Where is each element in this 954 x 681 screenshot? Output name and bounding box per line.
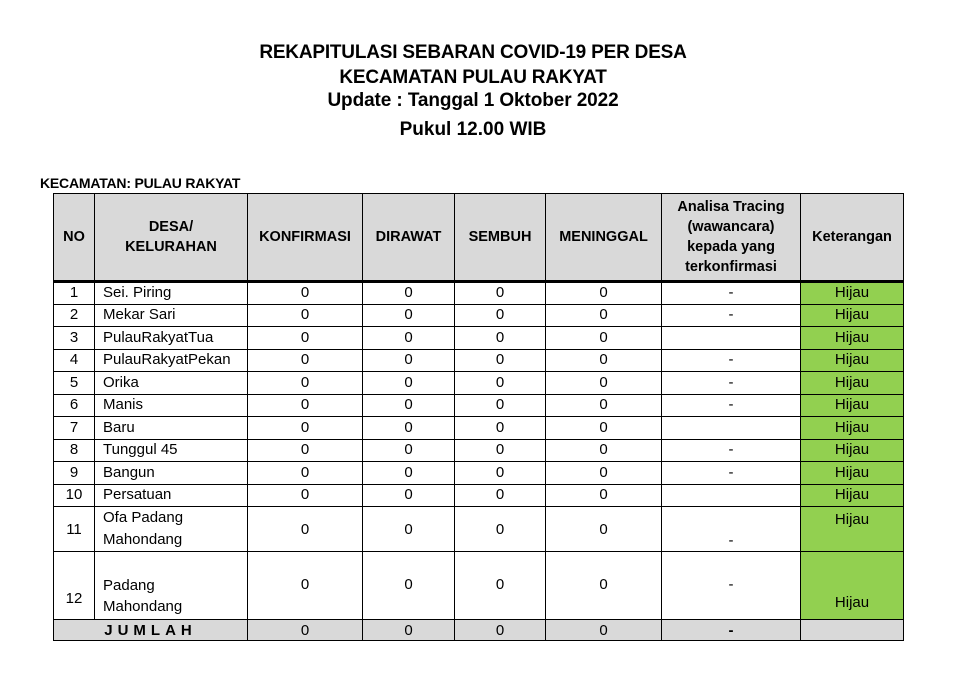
table-row [54, 349, 904, 372]
cell-desa-line1: Ofa Padang [103, 509, 184, 526]
cell-meninggal: 0 [546, 394, 662, 417]
document-title-block [0, 40, 946, 141]
document-subtitle: KECAMATAN PULAU RAKYAT [339, 67, 607, 88]
total-konfirmasi: 0 [248, 620, 363, 641]
cell-no: 9 [54, 462, 95, 485]
cell-meninggal: 0 [546, 552, 662, 620]
cell-meninggal: 0 [546, 304, 662, 327]
table-row [54, 462, 904, 485]
cell-dirawat: 0 [363, 439, 455, 462]
cell-desa: PulauRakyatTua [95, 327, 248, 350]
cell-dirawat: 0 [363, 327, 455, 350]
cell-analisa: - [662, 462, 801, 485]
cell-desa-line1: Padang [103, 577, 155, 594]
cell-meninggal: 0 [546, 439, 662, 462]
cell-sembuh: 0 [455, 372, 546, 395]
cell-no: 3 [54, 327, 95, 350]
cell-analisa [662, 327, 801, 350]
cell-no: 7 [54, 417, 95, 440]
table-row [54, 282, 904, 305]
cell-desa: Persatuan [95, 484, 248, 507]
cell-sembuh: 0 [455, 552, 546, 620]
table-row [54, 327, 904, 350]
cell-meninggal: 0 [546, 507, 662, 552]
cell-keterangan-status: Hijau [801, 484, 904, 507]
cell-desa: Baru [95, 417, 248, 440]
cell-dirawat: 0 [363, 462, 455, 485]
cell-desa [95, 552, 248, 620]
cell-konfirmasi: 0 [248, 462, 363, 485]
cell-sembuh: 0 [455, 349, 546, 372]
cell-keterangan-status: Hijau [801, 282, 904, 305]
header-desa-line2: KELURAHAN [125, 239, 217, 255]
cell-keterangan-status: Hijau [801, 439, 904, 462]
cell-keterangan-status: Hijau [801, 462, 904, 485]
total-sembuh: 0 [455, 620, 546, 641]
total-analisa: - [662, 620, 801, 641]
cell-dirawat: 0 [363, 507, 455, 552]
header-analisa-line4: terkonfirmasi [685, 259, 777, 275]
cell-dirawat: 0 [363, 417, 455, 440]
cell-sembuh: 0 [455, 484, 546, 507]
cell-analisa: - [662, 439, 801, 462]
header-dirawat: DIRAWAT [363, 194, 455, 282]
cell-sembuh: 0 [455, 507, 546, 552]
cell-konfirmasi: 0 [248, 372, 363, 395]
table-row [54, 507, 904, 552]
table-total-row [54, 620, 904, 641]
header-konfirmasi: KONFIRMASI [248, 194, 363, 282]
cell-meninggal: 0 [546, 372, 662, 395]
update-time: Pukul 12.00 WIB [399, 119, 547, 140]
cell-dirawat: 0 [363, 552, 455, 620]
header-analisa-line1: Analisa Tracing [677, 199, 785, 215]
cell-konfirmasi: 0 [248, 417, 363, 440]
cell-analisa [662, 417, 801, 440]
header-sembuh: SEMBUH [455, 194, 546, 282]
header-desa-line1: DESA/ [148, 219, 194, 235]
cell-konfirmasi: 0 [248, 507, 363, 552]
header-keterangan: Keterangan [801, 194, 904, 282]
cell-meninggal: 0 [546, 349, 662, 372]
total-dirawat: 0 [363, 620, 455, 641]
cell-analisa: - [662, 552, 801, 620]
cell-desa: Bangun [95, 462, 248, 485]
cell-sembuh: 0 [455, 327, 546, 350]
cell-analisa [662, 484, 801, 507]
total-meninggal: 0 [546, 620, 662, 641]
cell-no: 4 [54, 349, 95, 372]
cell-dirawat: 0 [363, 394, 455, 417]
cell-desa: Manis [95, 394, 248, 417]
cell-meninggal: 0 [546, 484, 662, 507]
cell-desa: Sei. Piring [95, 282, 248, 305]
cell-desa: Tunggul 45 [95, 439, 248, 462]
update-date: Update : Tanggal 1 Oktober 2022 [327, 90, 619, 111]
cell-keterangan-status: Hijau [801, 372, 904, 395]
cell-desa: PulauRakyatPekan [95, 349, 248, 372]
header-analisa-line2: (wawancara) [687, 219, 775, 235]
table-row [54, 552, 904, 620]
cell-desa-line2: Mahondang [103, 531, 183, 548]
document-title: REKAPITULASI SEBARAN COVID-19 PER DESA [259, 42, 687, 63]
cell-sembuh: 0 [455, 394, 546, 417]
cell-no: 1 [54, 282, 95, 305]
cell-konfirmasi: 0 [248, 552, 363, 620]
cell-keterangan-status: Hijau [801, 552, 904, 620]
cell-konfirmasi: 0 [248, 439, 363, 462]
cell-analisa: - [662, 349, 801, 372]
header-analisa-line3: kepada yang [687, 239, 775, 255]
cell-sembuh: 0 [455, 304, 546, 327]
cell-dirawat: 0 [363, 484, 455, 507]
cell-desa: Mekar Sari [95, 304, 248, 327]
cell-dirawat: 0 [363, 349, 455, 372]
table-row [54, 304, 904, 327]
cell-sembuh: 0 [455, 462, 546, 485]
cell-konfirmasi: 0 [248, 304, 363, 327]
covid-recap-table [53, 193, 904, 641]
cell-keterangan-status: Hijau [801, 394, 904, 417]
cell-keterangan-status: Hijau [801, 349, 904, 372]
header-analisa-tracing [662, 194, 801, 282]
cell-konfirmasi: 0 [248, 394, 363, 417]
cell-meninggal: 0 [546, 282, 662, 305]
table-row [54, 484, 904, 507]
cell-desa [95, 507, 248, 552]
cell-no: 5 [54, 372, 95, 395]
kecamatan-label: KECAMATAN: PULAU RAKYAT [40, 175, 241, 191]
cell-sembuh: 0 [455, 439, 546, 462]
cell-no: 12 [54, 552, 95, 620]
cell-no: 6 [54, 394, 95, 417]
total-label: JUMLAH [54, 620, 248, 641]
table-row [54, 439, 904, 462]
cell-keterangan-status: Hijau [801, 327, 904, 350]
table-row [54, 372, 904, 395]
cell-konfirmasi: 0 [248, 349, 363, 372]
cell-meninggal: 0 [546, 417, 662, 440]
cell-no: 11 [54, 507, 95, 552]
cell-no: 8 [54, 439, 95, 462]
cell-konfirmasi: 0 [248, 327, 363, 350]
cell-meninggal: 0 [546, 327, 662, 350]
cell-no: 10 [54, 484, 95, 507]
cell-meninggal: 0 [546, 462, 662, 485]
cell-keterangan-status: Hijau [801, 304, 904, 327]
cell-analisa: - [662, 282, 801, 305]
cell-konfirmasi: 0 [248, 282, 363, 305]
cell-analisa: - [662, 304, 801, 327]
cell-keterangan-status: Hijau [801, 507, 904, 552]
cell-keterangan-status: Hijau [801, 417, 904, 440]
cell-desa: Orika [95, 372, 248, 395]
table-row [54, 394, 904, 417]
cell-analisa: - [662, 394, 801, 417]
cell-sembuh: 0 [455, 417, 546, 440]
header-meninggal: MENINGGAL [546, 194, 662, 282]
cell-dirawat: 0 [363, 304, 455, 327]
header-no: NO [54, 194, 95, 282]
total-keterangan [801, 620, 904, 641]
cell-desa-line2: Mahondang [103, 598, 183, 615]
table-header-row [54, 194, 904, 282]
table-row [54, 417, 904, 440]
cell-no: 2 [54, 304, 95, 327]
cell-analisa: - [662, 372, 801, 395]
header-desa [95, 194, 248, 282]
cell-analisa: - [662, 507, 801, 552]
cell-konfirmasi: 0 [248, 484, 363, 507]
cell-sembuh: 0 [455, 282, 546, 305]
cell-dirawat: 0 [363, 372, 455, 395]
cell-dirawat: 0 [363, 282, 455, 305]
